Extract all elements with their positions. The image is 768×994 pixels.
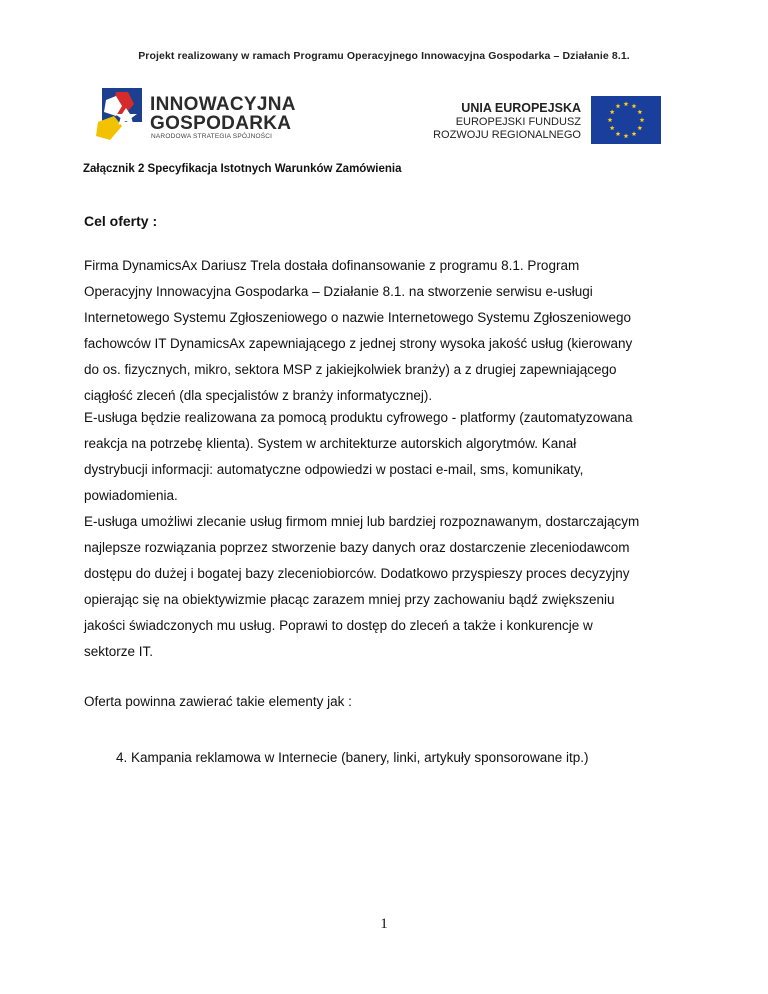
body-line: E-usługa umożliwi zlecanie usług firmom mniej lub bardziej rozpoznawanym, dostarczającym bbox=[84, 514, 640, 529]
body-line: jakości świadczonych mu usług. Poprawi to dostęp do zleceń a także i konkurencje w bbox=[84, 618, 593, 633]
eu-flag-icon bbox=[591, 96, 661, 144]
logo-ue-line3: ROZWOJU REGIONALNEGO bbox=[433, 129, 581, 141]
offer-intro: Oferta powinna zawierać takie elementy jak : bbox=[84, 694, 352, 709]
body-line: reakcja na potrzebę klienta). System w architekturze autorskich algorytmów. Kanał bbox=[84, 436, 577, 451]
body-line: opierając się na obiektywizmie płacąc zarazem mniej przy zachowaniu bądź zwiększeniu bbox=[84, 592, 615, 607]
logo-ig-title-line1: INNOWACYJNA bbox=[150, 94, 296, 115]
innowacyjna-gospodarka-emblem-icon bbox=[96, 86, 146, 142]
logo-ig-subtitle: NARODOWA STRATEGIA SPÓJNOŚCI bbox=[151, 133, 273, 140]
body-line: dostępu do dużej i bogatej bazy zleceniobiorców. Dodatkowo przyspieszy proces decyzyjny bbox=[84, 566, 630, 581]
program-header-line: Projekt realizowany w ramach Programu Operacyjnego Innowacyjna Gospodarka – Działanie 8.1. bbox=[138, 50, 630, 62]
body-line: Internetowego Systemu Zgłoszeniowego o nazwie Internetowego Systemu Zgłoszeniowego bbox=[84, 310, 632, 325]
section-heading: Cel oferty : bbox=[84, 213, 158, 229]
page-number: 1 bbox=[380, 916, 388, 932]
body-line: do os. fizycznych, mikro, sektora MSP z jakiejkolwiek branży) a z drugiej zapewniającego bbox=[84, 362, 617, 377]
body-line: najlepsze rozwiązania poprzez stworzenie bazy danych oraz dostarczenie zleceniodawcom bbox=[84, 540, 630, 555]
body-line: Firma DynamicsAx Dariusz Trela dostała dofinansowanie z programu 8.1. Program bbox=[84, 258, 580, 273]
logo-ue-line1: UNIA EUROPEJSKA bbox=[461, 101, 581, 115]
list-item: 4. Kampania reklamowa w Internecie (banery, linki, artykuły sponsorowane itp.) bbox=[116, 750, 589, 765]
body-line: sektorze IT. bbox=[84, 644, 154, 659]
attachment-title: Załącznik 2 Specyfikacja Istotnych Warunków Zamówienia bbox=[83, 163, 402, 175]
logo-ig-title-line2: GOSPODARKA bbox=[150, 113, 292, 134]
body-line: fachowców IT DynamicsAx zapewniającego z jednej strony wysoka jakość usług (kierowany bbox=[84, 336, 633, 351]
unia-europejska-logo bbox=[421, 96, 661, 148]
logo-ue-line2: EUROPEJSKI FUNDUSZ bbox=[455, 116, 581, 128]
body-line: Operacyjny Innowacyjna Gospodarka – Działanie 8.1. na stworzenie serwisu e-usługi bbox=[84, 284, 593, 299]
body-line: ciągłość zleceń (dla specjalistów z branży informatycznej). bbox=[84, 388, 433, 403]
innowacyjna-gospodarka-logo bbox=[96, 86, 316, 146]
body-line: E-usługa będzie realizowana za pomocą produktu cyfrowego - platformy (zautomatyzowana bbox=[84, 410, 633, 425]
body-line: powiadomienia. bbox=[84, 488, 178, 503]
body-line: dystrybucji informacji: automatyczne odpowiedzi w postaci e-mail, sms, komunikaty, bbox=[84, 462, 584, 477]
